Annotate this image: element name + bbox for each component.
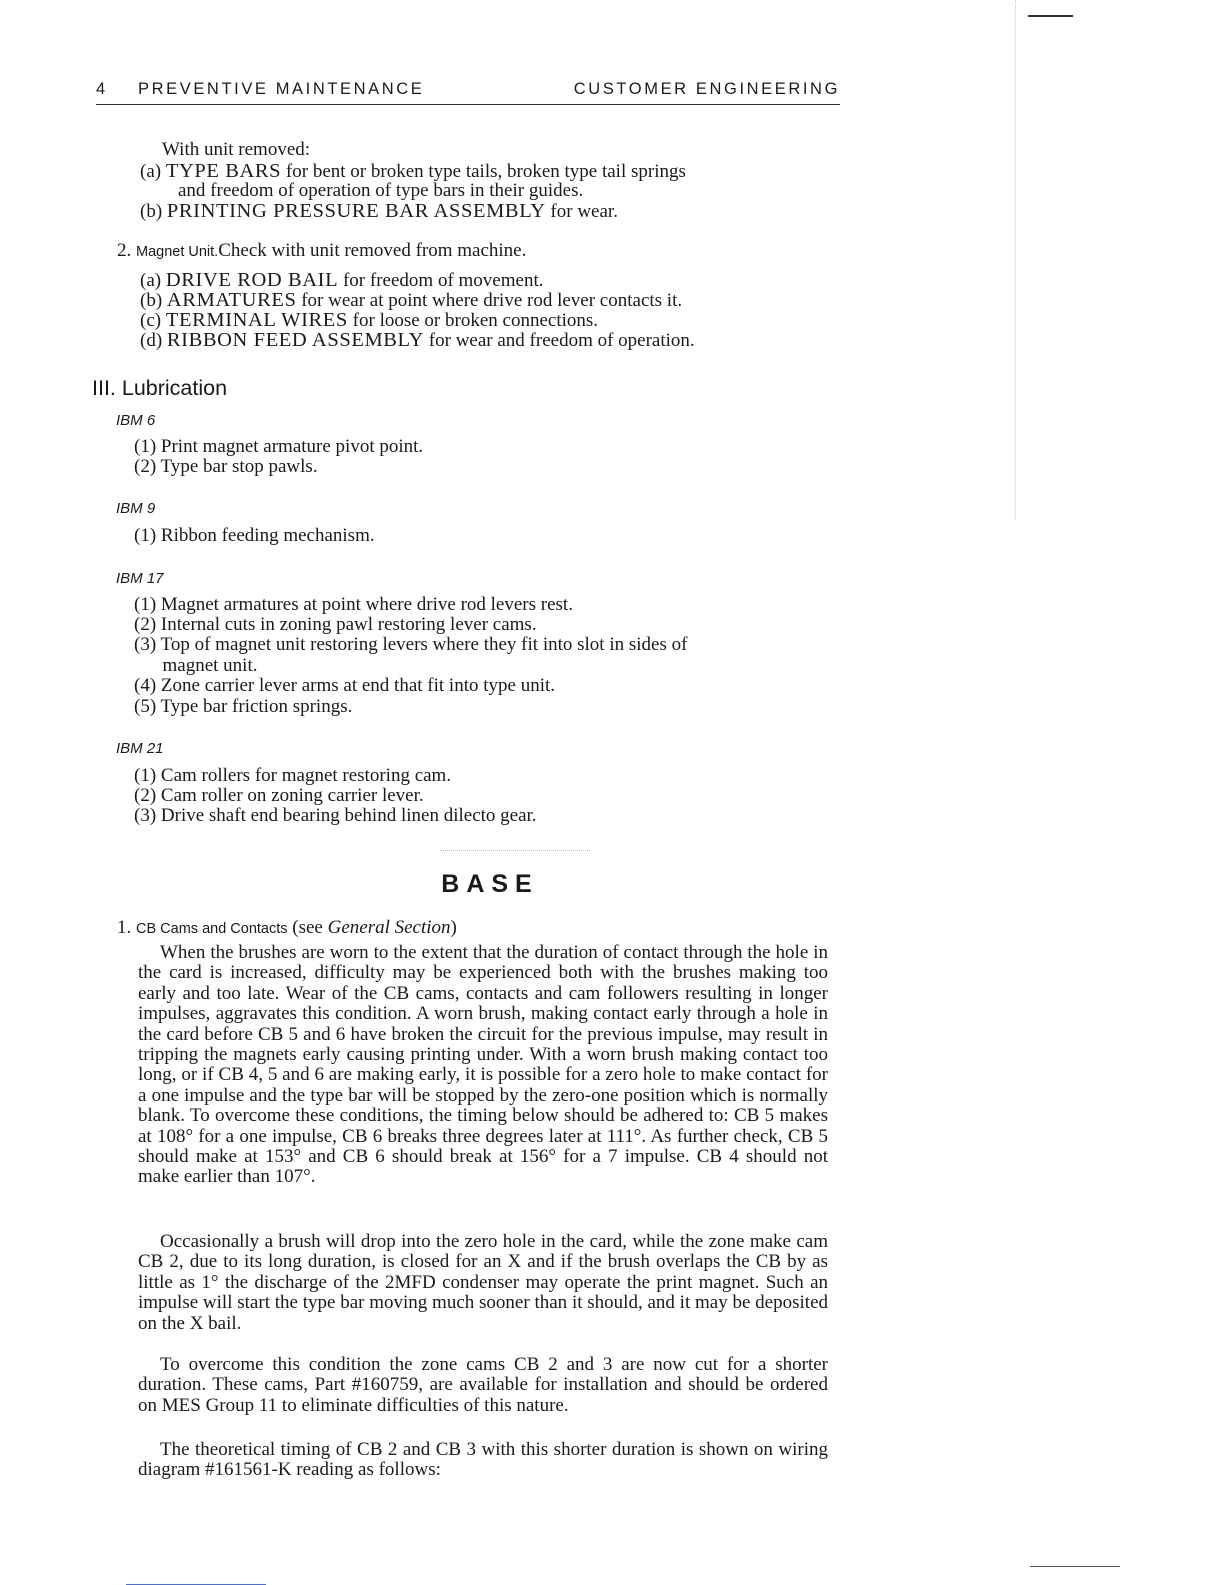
item-marker: (c) <box>140 310 162 331</box>
model-ibm-9: IBM 9 <box>116 500 156 517</box>
list-item: (1) Cam rollers for magnet restoring cam. <box>134 765 452 786</box>
type-unit-intro: With unit removed: <box>162 139 311 160</box>
model-ibm-17: IBM 17 <box>116 570 164 587</box>
list-item: magnet unit. <box>134 655 258 676</box>
type-unit-item-b <box>140 201 618 222</box>
item-marker: (a) <box>140 270 162 291</box>
header-left-title: PREVENTIVE MAINTENANCE <box>138 80 425 98</box>
item-caps: TERMINAL WIRES <box>165 309 348 331</box>
running-header <box>96 80 840 106</box>
item-marker: (d) <box>140 330 163 351</box>
item-marker: (b) <box>140 201 163 222</box>
scan-line <box>1015 0 1016 520</box>
type-unit-item-a-cont: and freedom of operation of type bars in their guides. <box>178 180 584 201</box>
base-title: BASE <box>441 870 539 898</box>
magnet-unit-item-d <box>140 330 695 351</box>
item-marker: (b) <box>140 290 163 311</box>
list-item: (2) Type bar stop pawls. <box>134 456 318 477</box>
page-number: 4 <box>96 80 108 98</box>
header-rule <box>96 104 840 105</box>
header-right-title: CUSTOMER ENGINEERING <box>573 80 840 98</box>
list-item: (3) Top of magnet unit restoring levers where they fit into slot in sides of <box>134 634 688 655</box>
model-ibm-6: IBM 6 <box>116 412 156 429</box>
item-caps: PRINTING PRESSURE BAR ASSEMBLY <box>166 200 546 222</box>
list-item: (4) Zone carrier lever arms at end that fit into type unit. <box>134 675 556 696</box>
item-text: for bent or broken type tails, broken type tail springs <box>281 161 686 182</box>
section-label: CB Cams and Contacts <box>136 921 288 937</box>
scan-mark <box>1030 1566 1120 1567</box>
section-divider <box>440 850 590 851</box>
item-caps: DRIVE ROD BAIL <box>165 269 339 291</box>
base-paragraph-3 <box>138 1355 828 1416</box>
item-text: for freedom of movement. <box>338 270 544 291</box>
list-item: (3) Drive shaft end bearing behind linen dilecto gear. <box>134 805 537 826</box>
item-text: for wear. <box>545 201 618 222</box>
model-ibm-21: IBM 21 <box>116 740 164 757</box>
list-item: (2) Internal cuts in zoning pawl restoring lever cams. <box>134 614 537 635</box>
item-caps: TYPE BARS <box>165 160 282 182</box>
list-item: (1) Print magnet armature pivot point. <box>134 436 424 457</box>
section-number: 1. <box>117 917 132 938</box>
item-text: for wear at point where drive rod lever contacts it. <box>296 290 683 311</box>
paragraph-text: To overcome this condition the zone cams CB 2 and 3 are now cut for a shorter duration. These cams, Part #160759, are available for installation and should be ordered on MES Group 11 to eliminate difficulties of this nature. <box>138 1354 828 1416</box>
list-item: (1) Magnet armatures at point where drive rod levers rest. <box>134 594 573 615</box>
paragraph-text: Occasionally a brush will drop into the zero hole in the card, while the zone make cam CB 2, due to its long duration, is closed for an X and if the brush overlaps the CB by as little as 1° the discharge of the 2MFD condenser may operate the print magnet. Such an impulse will start the type bar moving much sooner than it should, and it may be deposited on the X bail. <box>138 1231 828 1334</box>
item-text: for wear and freedom of operation. <box>424 330 695 351</box>
section-text: Check with unit removed from machine. <box>218 240 527 261</box>
item-caps: RIBBON FEED ASSEMBLY <box>166 329 425 351</box>
item-marker: (a) <box>140 161 162 182</box>
paragraph-text: When the brushes are worn to the extent that the duration of contact through the hole in the card is increased, difficulty may be experienced both with the brushes making too early and too late. Wear of the CB cams, contacts and cam followers resulting in longer impulses, aggravates this condition. A worn brush, making contact early through a hole in the card before CB 5 and 6 have broken the circuit for the previous impulse, may result in tripping the magnets early causing printing under. With a worn brush making contact too long, or if CB 4, 5 and 6 are making early, it is possible for a zero hole to make contact for a one impulse and the type bar will be stopped by the zero-one position which is normally blank. To overcome these conditions, the timing below should be adhered to: CB 5 makes at 108° for a one impulse, CB 6 breaks three degrees later at 111°. As further check, CB 5 should make at 153° and CB 6 should break at 156° for a 7 impulse. CB 4 should not make earlier than 107°. <box>138 942 828 1188</box>
base-paragraph-2 <box>138 1232 828 1334</box>
base-paragraph-4 <box>138 1440 828 1481</box>
list-item: (5) Type bar friction springs. <box>134 696 353 717</box>
section-reference: General Section <box>327 917 451 938</box>
section-text: (see <box>287 917 328 938</box>
lubrication-title: III. Lubrication <box>92 376 228 400</box>
item-caps: ARMATURES <box>166 289 297 311</box>
list-item: (1) Ribbon feeding mechanism. <box>134 525 375 546</box>
list-item: (2) Cam roller on zoning carrier lever. <box>134 785 424 806</box>
base-heading <box>117 918 457 939</box>
scan-mark <box>1028 15 1073 17</box>
base-paragraph-1 <box>138 943 828 1188</box>
section-label: Magnet Unit. <box>136 244 219 260</box>
paragraph-text: The theoretical timing of CB 2 and CB 3 with this shorter duration is shown on wiring diagram #161561-K reading as follows: <box>138 1439 828 1481</box>
item-text: for loose or broken connections. <box>347 310 599 331</box>
section-text: ) <box>450 917 457 938</box>
section-number: 2. <box>117 240 132 261</box>
magnet-unit-heading <box>117 241 526 262</box>
